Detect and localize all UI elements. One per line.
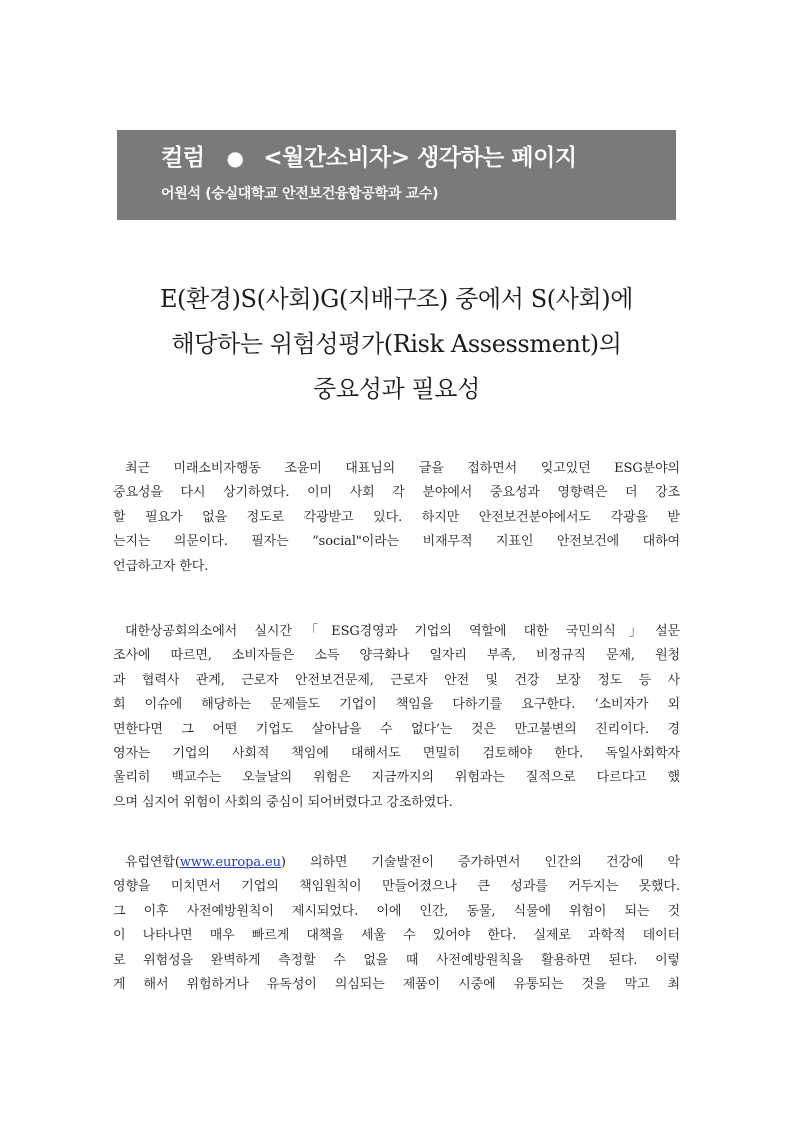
paragraph-line: 면한다면 그 어떤 기업도 살아남을 수 없다’는 것은 만고불변의 진리이다. 경 (113, 721, 680, 737)
paragraph-line: 이 나타나면 매우 빠르게 대책을 세울 수 있어야 한다. 실제로 과학적 데이터 (113, 928, 680, 944)
paragraph-line: 울리히 백교수는 오늘날의 위험은 지금까지의 위험과는 질적으로 다르다고 했 (113, 770, 680, 786)
title-line-3: 중요성과 필요성 (313, 375, 480, 403)
series-title: <월간소비자> 생각하는 페이지 (263, 145, 577, 171)
column-header-title (161, 142, 676, 174)
article-title (100, 277, 693, 412)
bullet-icon: ● (226, 146, 244, 170)
paragraph-line: 과 협력사 관계, 근로자 안전보건문제, 근로자 안전 및 건강 보장 정도 등 사 (113, 672, 680, 688)
paragraph-line: 로 위험성을 완벽하게 측정할 수 없을 때 사전예방원칙을 활용하면 된다. 이렇 (113, 952, 680, 968)
paragraph-line (113, 851, 680, 875)
paragraph-line: 영자는 기업의 사회적 책임에 대해서도 면밀히 검토해야 한다. 독일사회학자 (113, 746, 680, 762)
paragraph-line: 조사에 따르면, 소비자들은 소득 양극화나 일자리 부족, 비정규직 문제, 원청 (113, 648, 680, 664)
paragraph-text: ) 의하면 기술발전이 증가하면서 인간의 건강에 악 (280, 855, 680, 870)
paragraph-line: 그 이후 사전예방원칙이 제시되었다. 이에 인간, 동물, 식물에 위험이 되는 것 (113, 903, 680, 919)
column-header-box (117, 130, 676, 220)
paragraph-1 (113, 457, 680, 579)
paragraph-line: 는지는 의문이다. 필자는 “social"이라는 비재무적 지표인 안전보건에 대하여 (113, 534, 680, 550)
title-line-2: 해당하는 위험성평가(Risk Assessment)의 (171, 330, 622, 358)
paragraph-text: 유럽연합( (125, 855, 180, 870)
paragraph-line: 게 해서 위험하거나 유독성이 의심되는 제품이 시중에 유통되는 것을 막고 최 (113, 977, 680, 993)
paragraph-line: 영향을 미치면서 기업의 책임원칙이 만들어졌으나 큰 성과를 거두지는 못했다. (113, 879, 680, 895)
paragraph-line: 으며 심지어 위험이 사회의 중심이 되어버렸다고 강조하였다. (113, 794, 453, 810)
title-line-1: E(환경)S(사회)G(지배구조) 중에서 S(사회)에 (159, 285, 634, 313)
paragraph-line: 중요성을 다시 상기하였다. 이미 사회 각 분야에서 중요성과 영향력은 더 강조 (113, 485, 680, 501)
paragraph-line: 할 필요가 없을 정도로 각광받고 있다. 하지만 안전보건분야에서도 각광을 받 (113, 509, 680, 525)
paragraph-line: 언급하고자 한다. (113, 558, 209, 574)
europa-link[interactable]: www.europa.eu (179, 855, 281, 870)
paragraph-line: 대한상공회의소에서 실시간「ESG경영과 기업의 역할에 대한 국민의식」설문 (125, 624, 680, 639)
paragraph-line: 회 이슈에 해당하는 문제들도 기업이 책임을 다하기를 요구한다. ‘소비자가 외 (113, 697, 680, 713)
author-byline: 어원석 (숭실대학교 안전보건융합공학과 교수) (161, 186, 439, 202)
paragraph-2 (113, 620, 680, 815)
paragraph-3 (113, 851, 680, 997)
column-label: 컬럼 (161, 145, 205, 171)
paragraph-line: 최근 미래소비자행동 조윤미 대표님의 글을 접하면서 잊고있던 ESG분야의 (125, 461, 680, 476)
